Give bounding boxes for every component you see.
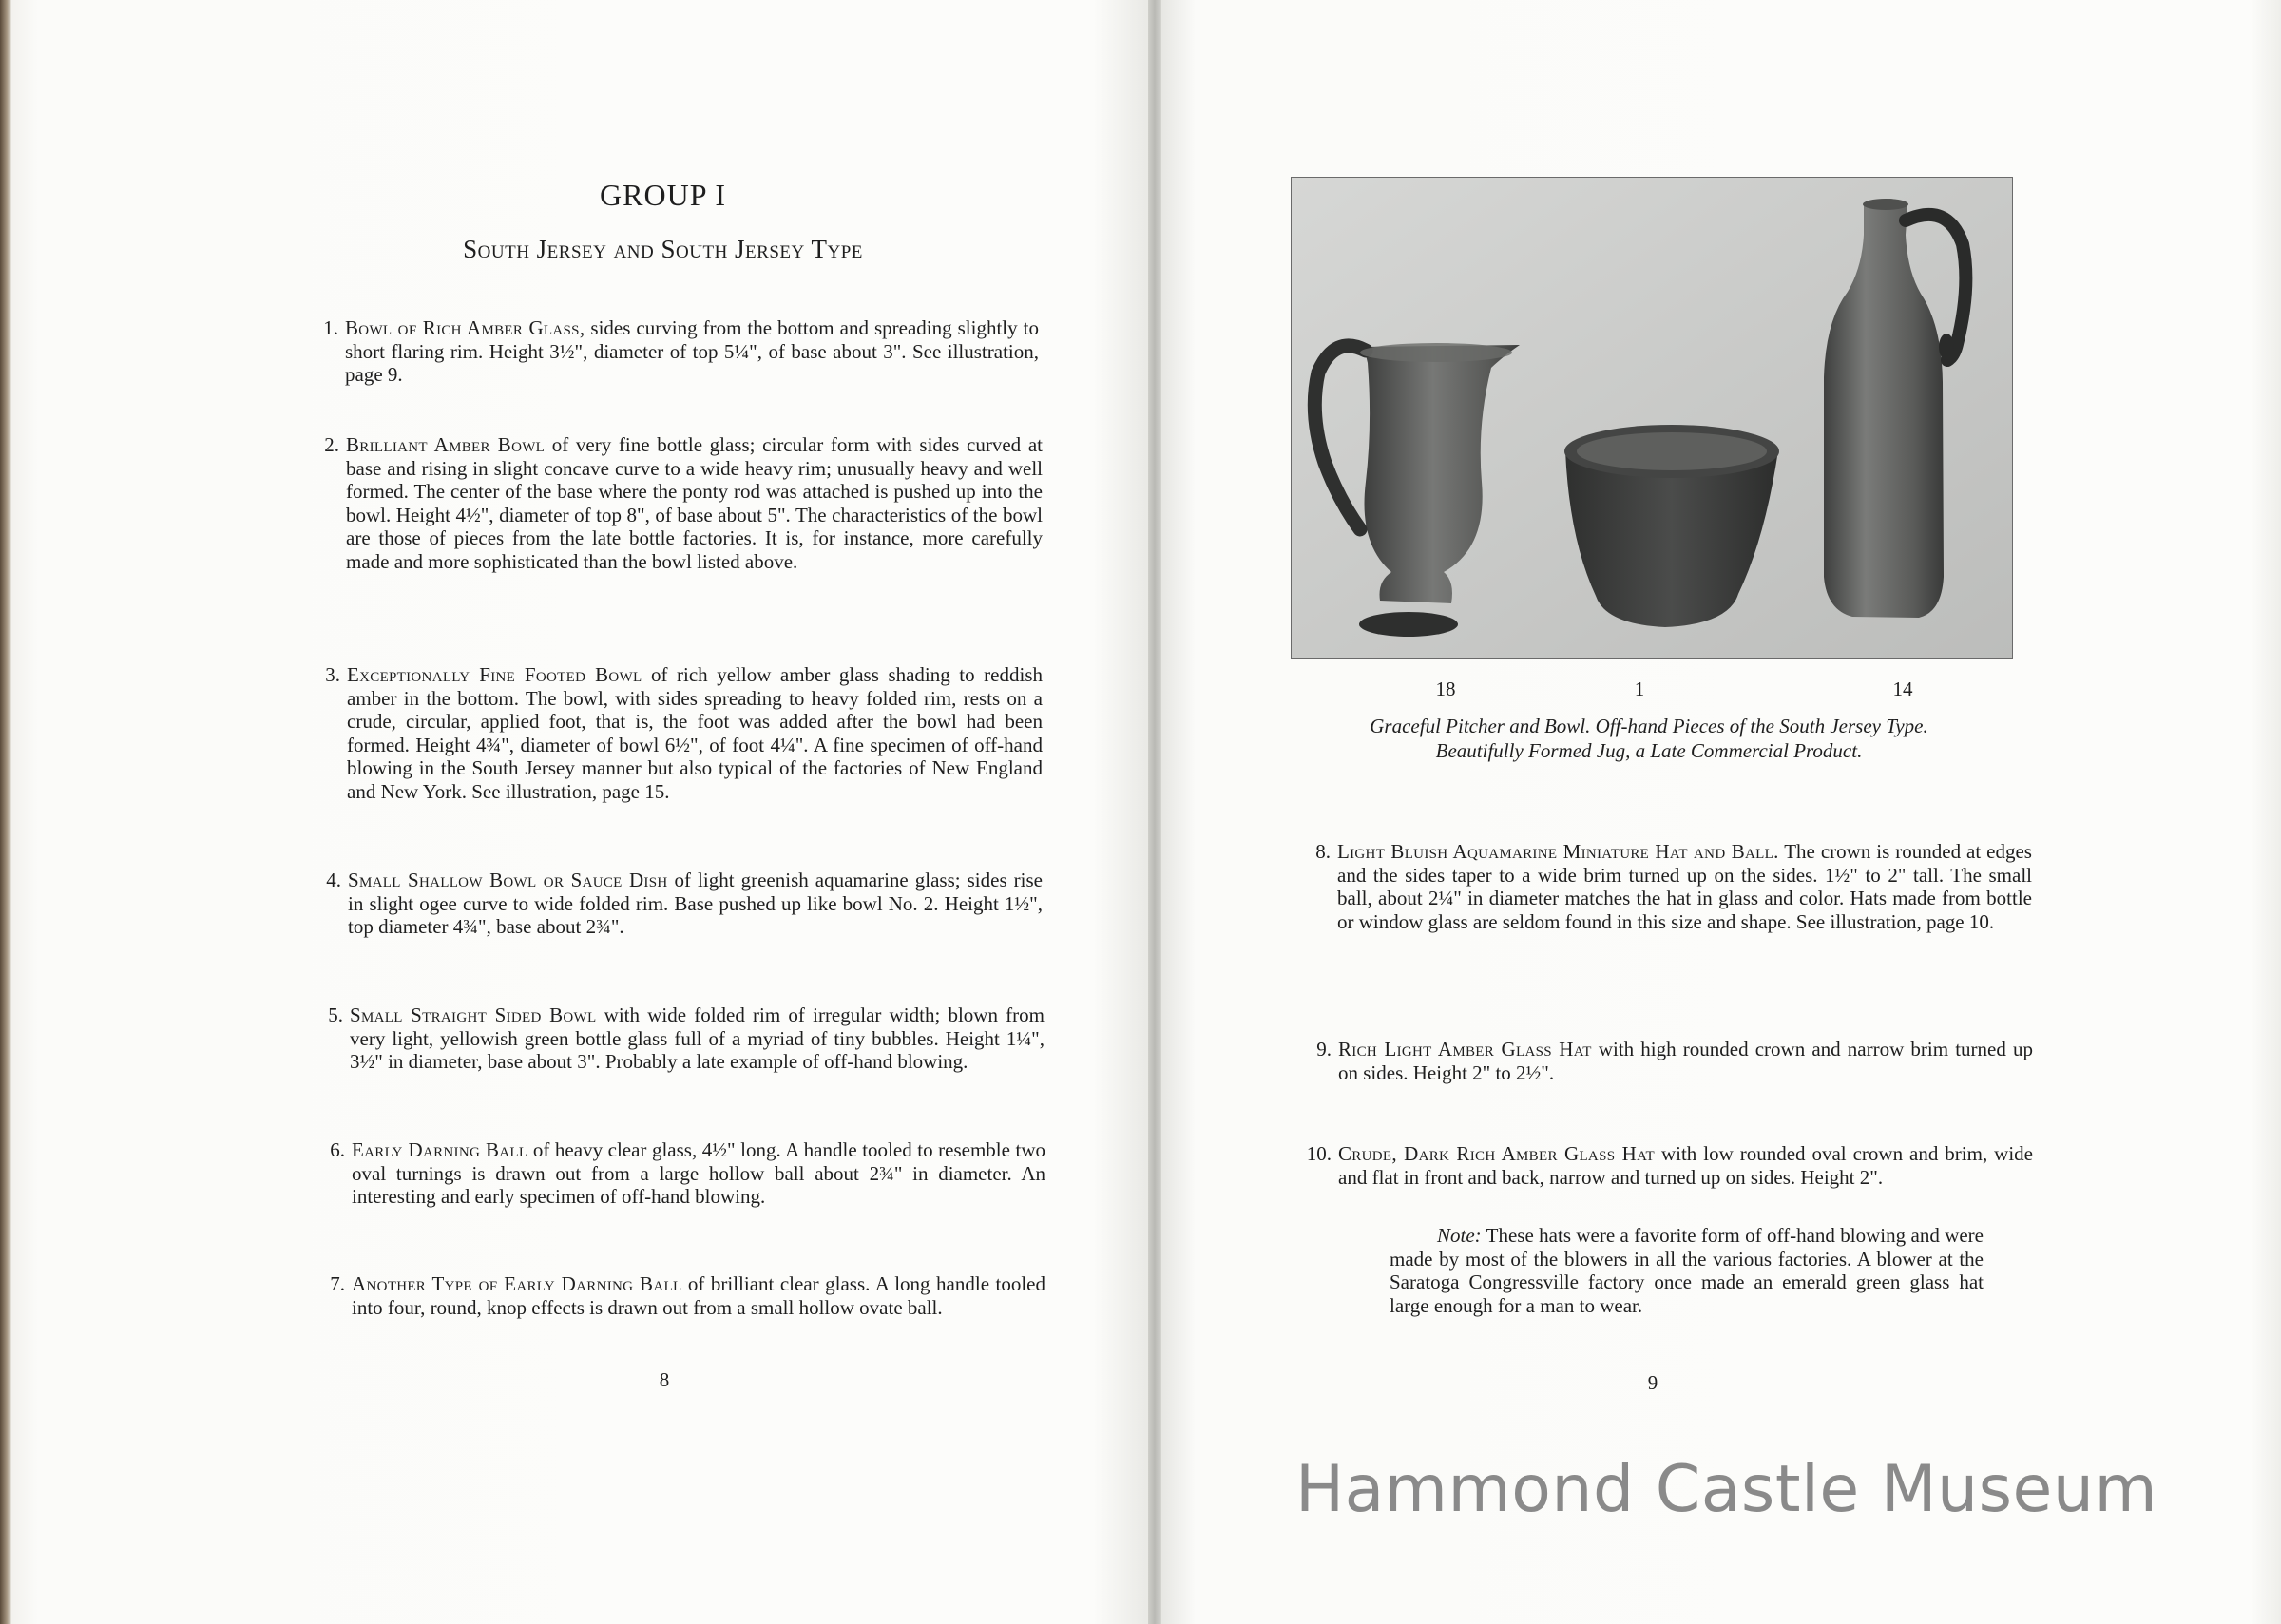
entry-5 — [328, 1003, 1045, 1074]
photo-number-18: 18 — [1435, 678, 1456, 700]
photo-number-1: 1 — [1634, 678, 1645, 700]
entry-number: 7. — [330, 1272, 345, 1295]
photo-number-14: 14 — [1892, 678, 1913, 700]
entry-6 — [330, 1138, 1045, 1209]
entry-number: 4. — [326, 869, 341, 891]
entry-1 — [323, 316, 1039, 387]
entry-number: 2. — [324, 433, 339, 456]
entry-4 — [326, 869, 1043, 939]
entry-heading: Brilliant Amber Bowl — [346, 433, 546, 456]
note-text: These hats were a favorite form of off-hand blowing and were made by most of the blowers in all the various factories. A blower at the Saratoga Congressville factory once made an emerald green glass hat large enough for a man to wear. — [1390, 1224, 1984, 1317]
entry-text: with low rounded oval crown and brim, wide and flat in front and back, narrow and turned up on sides. Height 2". — [1338, 1142, 2033, 1189]
entry-text: of very fine bottle glass; circular form with sides curved at base and rising in slight concave curve to a wide heavy rim; unusually heavy and well formed. The center of the base where the ponty rod was attached is pushed up into the bowl. Height 4½", diameter of top 8", of base about 5". The characteristics of the bowl are those of pieces from the late bottle factories. It is, for instance, more carefully made and more sophisticated than the bowl listed above. — [346, 433, 1043, 573]
entry-number: 10. — [1306, 1142, 1332, 1165]
entry-text: of light greenish aquamarine glass; sides rise in slight ogee curve to wide folded rim. Base pushed up like bowl No. 2. Height 1½", top diameter 4¾", base about 2¾". — [348, 869, 1043, 938]
museum-watermark: Hammond Castle Museum — [1295, 1452, 2158, 1527]
page-title: GROUP I — [600, 178, 726, 212]
entry-heading: Light Bluish Aquamarine Miniature Hat and Ball. — [1337, 840, 1779, 863]
entry-text: of heavy clear glass, 4½" long. A handle tooled to resemble two oval turnings is drawn out from a large hollow ball about 2¾" in diameter. An interesting and early specimen of off-hand blowing. — [352, 1138, 1045, 1208]
book-left-edge — [0, 0, 11, 1624]
entry-text: of rich yellow amber glass shading to reddish amber in the bottom. The bowl, with sides spreading to heavy folded rim, rests on a crude, circular, applied foot, that is, the foot was added after the bowl had been formed. Height 4¾", diameter of bowl 6½", of foot 4¼". A fine specimen of off-hand blowing in the South Jersey manner but also typical of the factories of New England and New York. See illustration, page 15. — [347, 663, 1044, 803]
entry-heading: Exceptionally Fine Footed Bowl — [347, 663, 642, 686]
page-number-right: 9 — [1647, 1371, 1658, 1394]
entry-7 — [330, 1272, 1045, 1319]
entry-heading: Small Straight Sided Bowl — [350, 1003, 597, 1026]
entry-text: with wide folded rim of irregular width; blown from very light, yellowish green bottle glass full of a myriad of tiny bubbles. Height 1¼", 3½" in diameter, base about 3". Probably a late example of off-hand blowing. — [350, 1003, 1045, 1073]
entry-number: 8. — [1315, 840, 1331, 863]
caption-line-1: Graceful Pitcher and Bowl. Off-hand Pieces of the South Jersey Type. — [1370, 715, 1928, 737]
entry-text: with high rounded crown and narrow brim turned up on sides. Height 2" to 2½". — [1338, 1038, 2033, 1084]
entry-number: 9. — [1316, 1038, 1332, 1060]
entry-heading: Crude, Dark Rich Amber Glass Hat — [1338, 1142, 1656, 1165]
book-spine — [1148, 0, 1161, 1624]
page-subtitle: South Jersey and South Jersey Type — [463, 235, 863, 263]
entry-heading: Early Darning Ball — [352, 1138, 528, 1161]
entry-2 — [324, 433, 1043, 573]
entry-3 — [325, 663, 1044, 803]
entry-8 — [1315, 840, 2032, 933]
photo-caption — [1264, 714, 2034, 763]
glassware-illustration — [1292, 178, 2012, 658]
entry-heading: Another Type of Early Darning Ball — [352, 1272, 682, 1295]
caption-line-2: Beautifully Formed Jug, a Late Commercial Product. — [1435, 739, 1863, 762]
entry-number: 6. — [330, 1138, 345, 1161]
entry-number: 5. — [328, 1003, 343, 1026]
page-number-left: 8 — [659, 1368, 670, 1391]
entry-9 — [1316, 1038, 2033, 1084]
glassware-photograph — [1291, 177, 2013, 659]
entry-heading: Rich Light Amber Glass Hat — [1338, 1038, 1592, 1060]
entry-heading: Small Shallow Bowl or Sauce Dish — [348, 869, 668, 891]
hats-note — [1390, 1224, 1984, 1317]
entry-text: The crown is rounded at edges and the sides taper to a wide brim turned up on the sides. 1½" to 2" tall. The small ball, about 2¼" in diameter matches the hat in glass and color. Hats made from bottle or window glass are seldom found in this size and shape. See illustration, page 10. — [1337, 840, 2032, 933]
note-label: Note: — [1437, 1224, 1482, 1247]
entry-number: 3. — [325, 663, 340, 686]
entry-10 — [1306, 1142, 2033, 1189]
entry-heading: Bowl of Rich Amber Glass, — [345, 316, 585, 339]
entry-number: 1. — [323, 316, 338, 339]
entry-text: of brilliant clear glass. A long handle tooled into four, round, knop effects is drawn out from a small hollow ovate ball. — [352, 1272, 1045, 1319]
entry-text: sides curving from the bottom and spreading slightly to short flaring rim. Height 3½", diameter of top 5¼", of base about 3". See illustration, page 9. — [345, 316, 1039, 386]
